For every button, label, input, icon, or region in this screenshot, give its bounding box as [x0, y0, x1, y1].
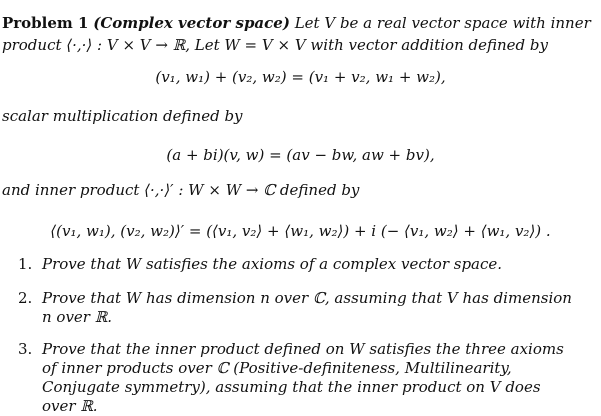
- problem-label: Problem 1: [2, 14, 89, 32]
- list-item-number: 2.: [18, 289, 33, 307]
- scalar-multiplication-text: scalar multiplication defined by: [2, 107, 243, 125]
- problem-topic: (Complex vector space): [93, 14, 290, 32]
- list-item-number: 1.: [18, 255, 33, 273]
- list-item-text: Prove that W has dimension n over ℂ, assuming that V has dimension n over ℝ.: [42, 289, 572, 326]
- list-item-text: Prove that the inner product defined on W satisfies the three axioms of inner products over ℂ (Positive-definiteness, Multilinearity, Conjugate symmetry), assuming that the inner product on V does over ℝ.: [42, 340, 564, 415]
- list-item: [18, 255, 578, 274]
- inner-product-text: and inner product ⟨·,·⟩′ : W × W → ℂ defined by: [2, 181, 360, 199]
- list-item-number: 3.: [18, 340, 33, 358]
- list-item: [18, 289, 578, 327]
- list-item: [18, 340, 578, 416]
- problem-intro-text: Let V be a real vector space with inner product ⟨·,·⟩ : V × V → ℝ, Let W = V × V with vector addition defined by: [2, 14, 591, 54]
- equation-addition: (v₁, w₁) + (v₂, w₂) = (v₁ + v₂, w₁ + w₂),: [155, 68, 446, 86]
- equation-inner-product: ⟨(v₁, w₁), (v₂, w₂)⟩′ = (⟨v₁, v₂⟩ + ⟨w₁, w₂⟩) + i (− ⟨v₁, w₂⟩ + ⟨w₁, v₂⟩) .: [50, 222, 551, 240]
- list-item-text: Prove that W satisfies the axioms of a complex vector space.: [42, 255, 503, 273]
- problem-intro: [2, 12, 597, 56]
- equation-scalar-multiplication: (a + bi)(v, w) = (av − bw, aw + bv),: [166, 146, 435, 164]
